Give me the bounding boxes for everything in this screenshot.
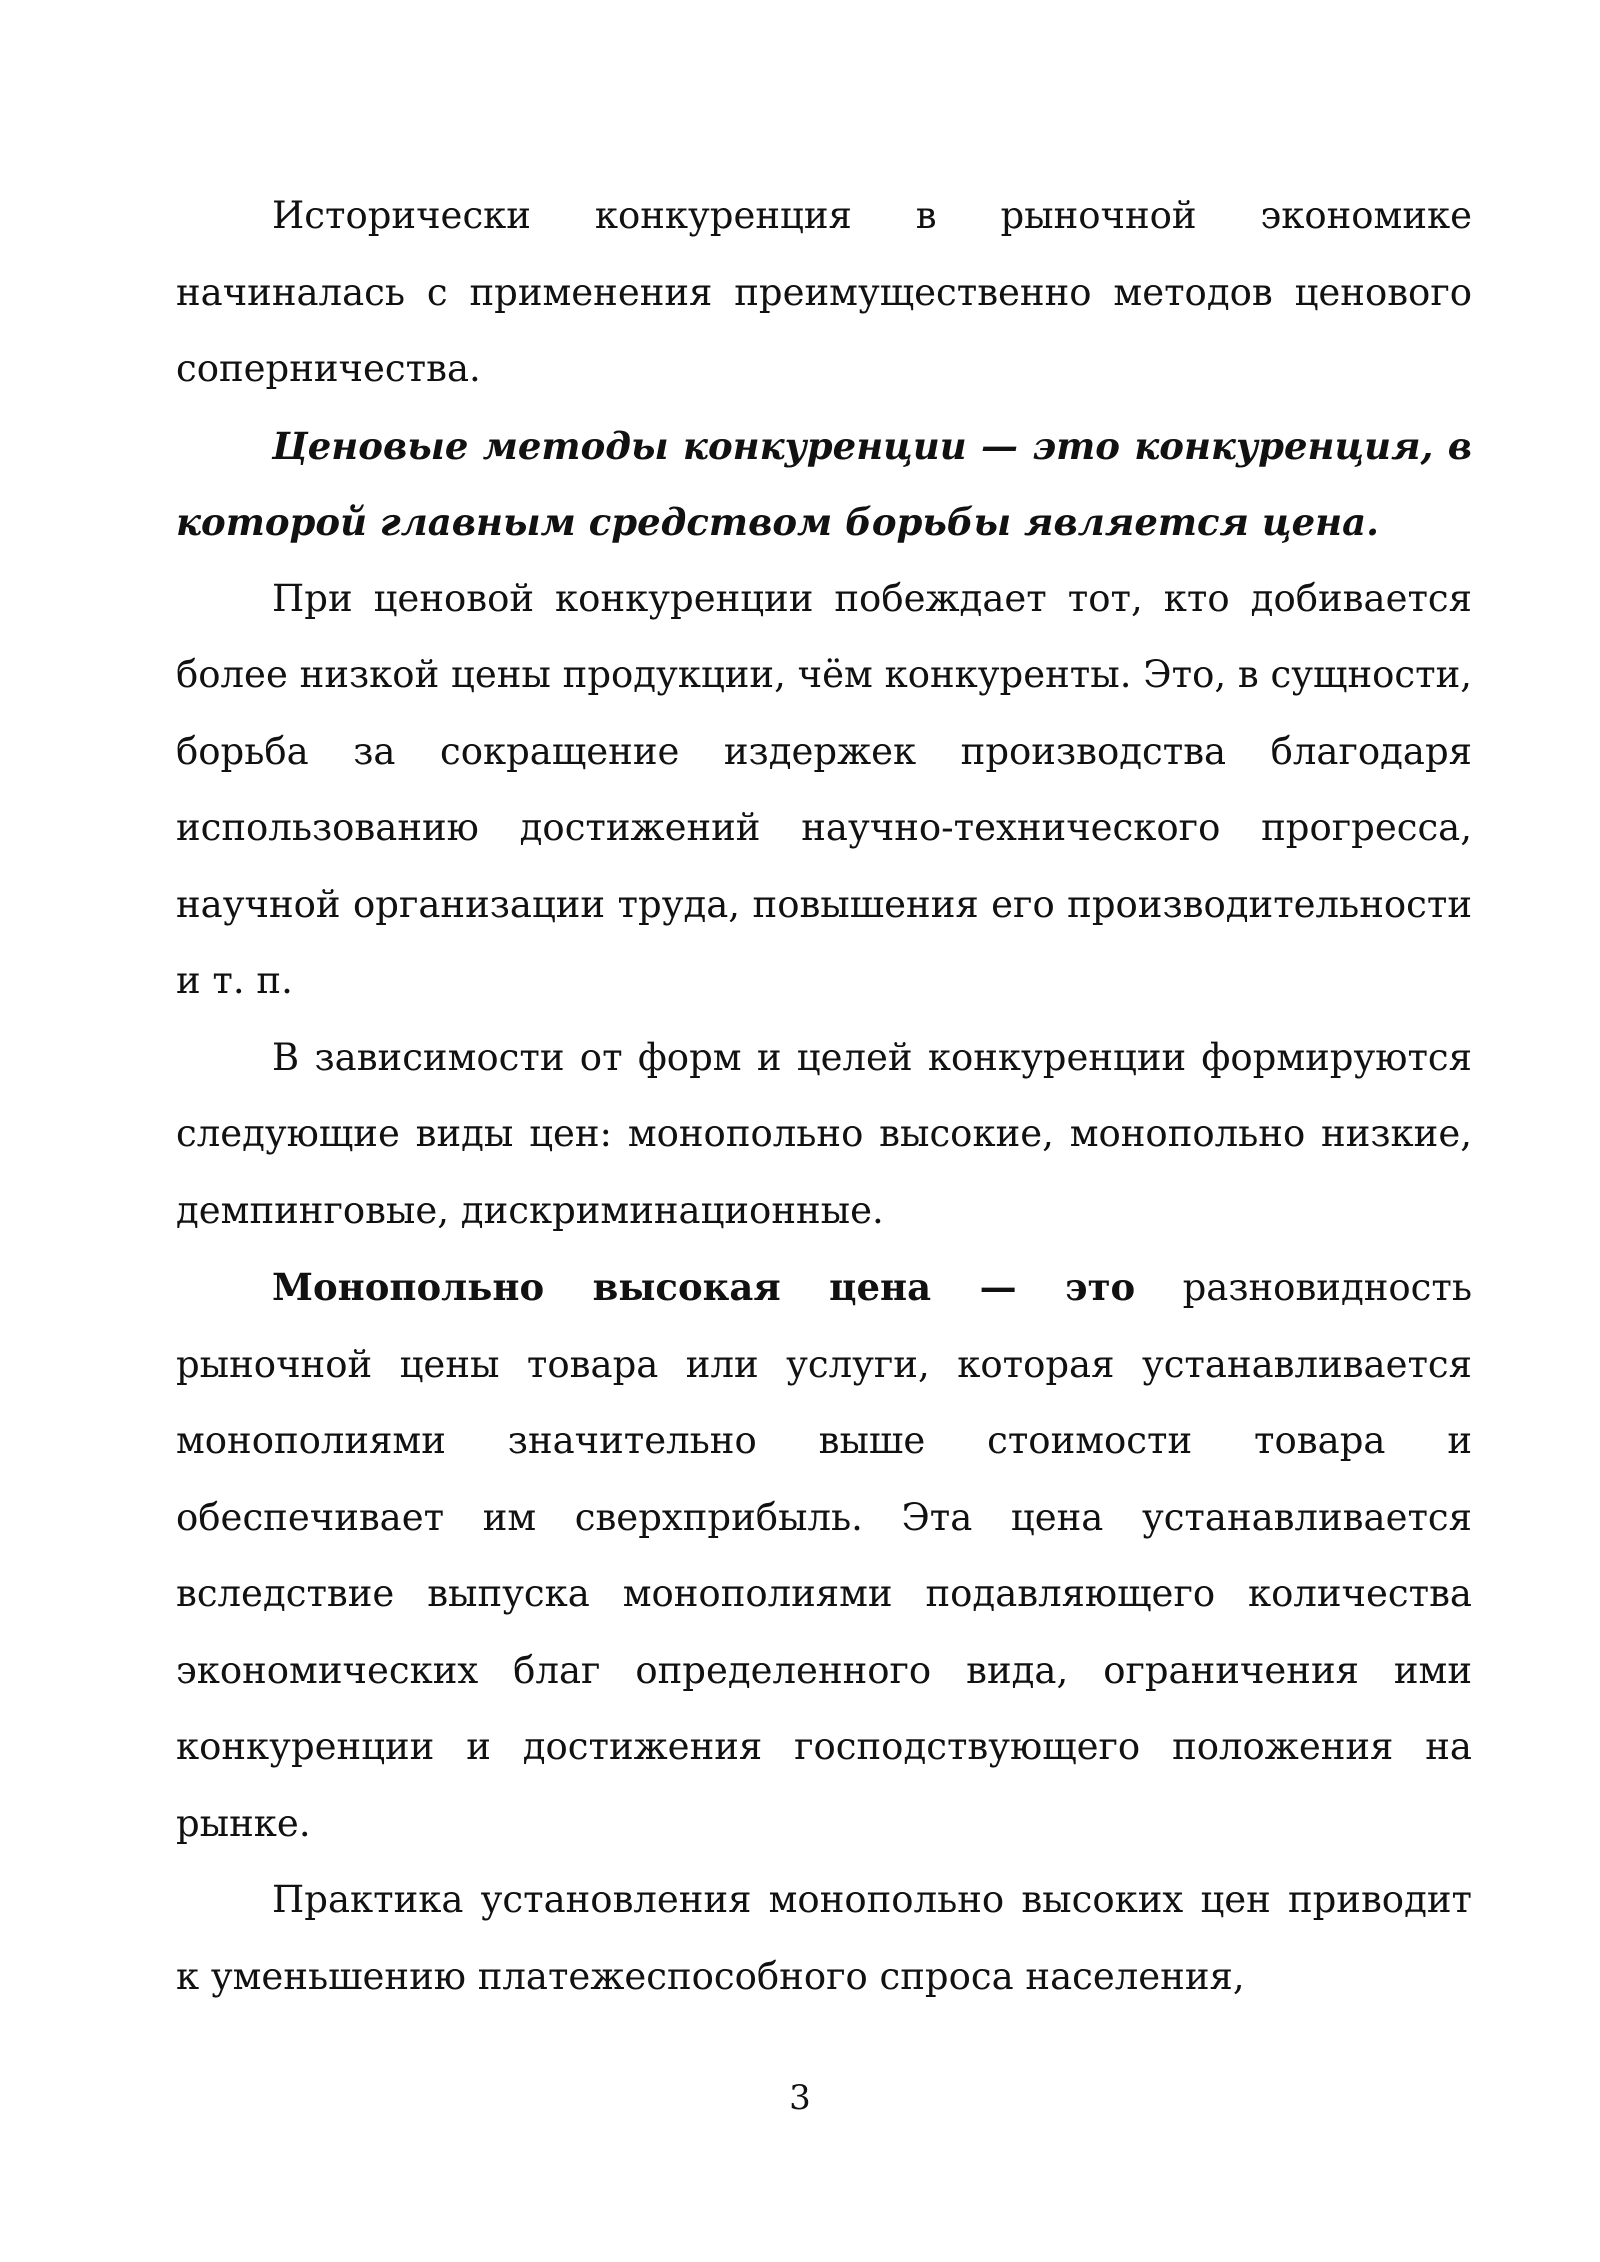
paragraph-price-types — [176, 1020, 1472, 1250]
paragraph-text: Практика установления монопольно высоких цен приводит к уменьшению платежеспособного спроса населения, — [176, 1878, 1472, 1998]
paragraph-price-methods-definition — [176, 408, 1472, 561]
paragraph-price-competition — [176, 561, 1472, 1020]
definition-text: Ценовые методы конкуренции — это конкуренция, в которой главным средством борьбы является цена. — [176, 423, 1472, 544]
paragraph-text: разновидность рыночной цены товара или услуги, которая устанавливается монополиями значительно выше стоимости товара и обеспечивает им сверхприбыль. Эта цена устанавливается вследствие выпуска монополиями подавляющего количества экономических благ определенного вида, ограничения ими конкуренции и достижения господствующего положения на рынке. — [176, 1266, 1473, 1845]
defined-term: Монопольно высокая цена — это — [272, 1265, 1136, 1309]
paragraph-text: В зависимости от форм и целей конкуренции формируются следующие виды цен: монопольно высокие, монопольно низкие, демпинговые, дискриминационные. — [176, 1035, 1472, 1232]
paragraph-monopoly-high-price — [176, 1249, 1472, 1862]
paragraph-monopoly-price-practice — [176, 1862, 1472, 2015]
document-body — [176, 178, 1472, 2015]
paragraph-text: При ценовой конкуренции побеждает тот, кто добивается более низкой цены продукции, чём конкуренты. Это, в сущности, борьба за сокращение издержек производства благодаря использованию достижений научно-технического прогресса, научной организации труда, повышения его производительности и т. п. — [176, 576, 1472, 1002]
paragraph-text: Исторически конкуренция в рыночной экономике начиналась с применения преимущественно методов ценового соперничества. — [176, 194, 1472, 390]
paragraph-historical-competition — [176, 178, 1472, 408]
page-number: 3 — [789, 2078, 811, 2118]
